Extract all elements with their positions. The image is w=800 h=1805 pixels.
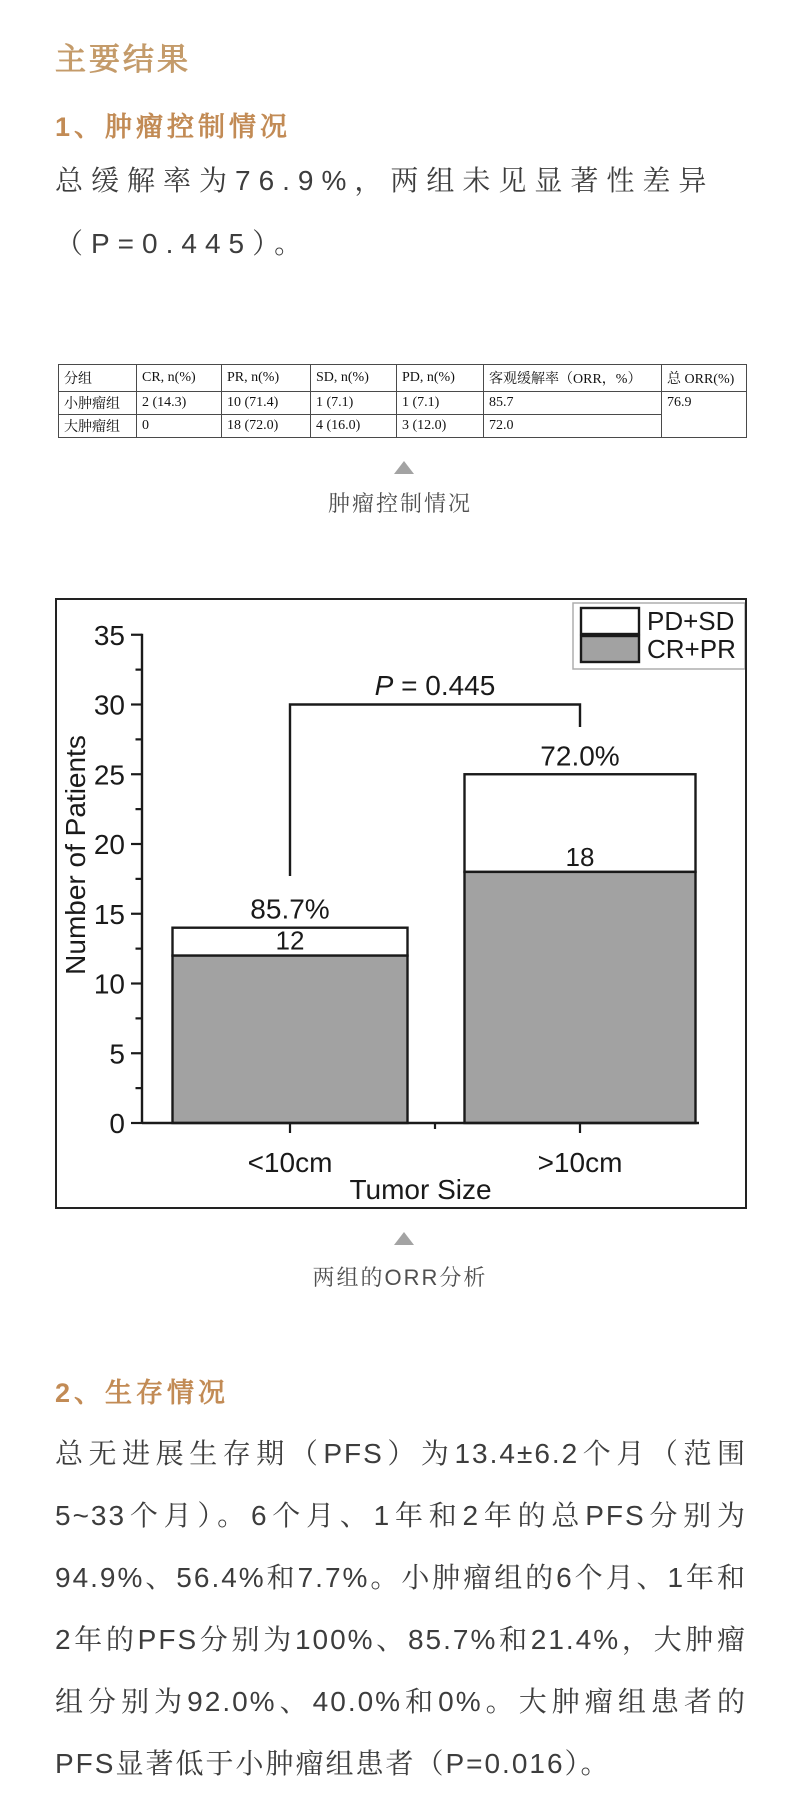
table-cell: 72.0: [484, 415, 662, 438]
svg-text:5: 5: [109, 1038, 125, 1070]
table-row: [59, 392, 747, 415]
orr-bar-chart: [57, 600, 745, 1207]
section2-paragraph: 总无进展生存期（PFS）为13.4±6.2个月（范围5~33个月）。6个月、1年和2年的总PFS分别为94.9%、56.4%和7.7%。小肿瘤组的6个月、1年和2年的PFS分别为100%、85.7%和21.4%，大肿瘤组分别为92.0%、40.0%和0%。大肿瘤组患者的PFS显著低于小肿瘤组患者（P=0.016）。: [55, 1438, 747, 1779]
table-header-cell: 分组: [59, 365, 137, 392]
table-row: [59, 415, 747, 438]
table-cell: 18 (72.0): [222, 415, 311, 438]
svg-text:85.7%: 85.7%: [250, 893, 330, 925]
table-header-cell: 客观缓解率（ORR，%）: [484, 365, 662, 392]
table-header-cell: PD, n(%): [397, 365, 484, 392]
table-cell: 1 (7.1): [311, 392, 397, 415]
orr-chart-figure: [55, 598, 747, 1209]
svg-text:30: 30: [93, 689, 125, 721]
table-cell: 4 (16.0): [311, 415, 397, 438]
section1-heading: 1、肿瘤控制情况: [55, 112, 292, 142]
orr-results-table: [58, 364, 747, 438]
page-title: 主要结果: [55, 42, 191, 78]
table-header-row: [59, 365, 747, 392]
chart-caption: 两组的ORR分析: [312, 1265, 488, 1290]
table-cell: 85.7: [484, 392, 662, 415]
table-cell: 10 (71.4): [222, 392, 311, 415]
svg-text:12: 12: [275, 925, 305, 956]
section1-paragraph: 总缓解率为76.9%，两组未见显著性差异（P=0.445）。: [55, 165, 715, 259]
svg-text:25: 25: [93, 759, 125, 791]
table-header-cell: SD, n(%): [311, 365, 397, 392]
table-header-cell: 总 ORR(%): [662, 365, 747, 392]
svg-text:35: 35: [93, 619, 125, 651]
svg-text:18: 18: [565, 841, 595, 872]
caption-triangle-icon: [394, 1232, 414, 1245]
table-cell: 76.9: [662, 392, 747, 438]
svg-text:Number of Patients: Number of Patients: [60, 735, 91, 975]
svg-text:<10cm: <10cm: [247, 1147, 333, 1178]
svg-text:20: 20: [93, 829, 125, 860]
svg-text:72.0%: 72.0%: [540, 740, 620, 772]
svg-text:CR+PR: CR+PR: [647, 634, 736, 664]
caption-triangle-icon: [394, 461, 414, 474]
svg-text:15: 15: [93, 898, 125, 930]
svg-text:Tumor Size: Tumor Size: [349, 1174, 492, 1205]
table-caption: 肿瘤控制情况: [327, 491, 472, 516]
table-cell: 小肿瘤组: [59, 392, 137, 415]
table-cell: 大肿瘤组: [59, 415, 137, 438]
svg-text:P = 0.445: P = 0.445: [374, 670, 496, 701]
section2-heading: 2、生存情况: [55, 1378, 230, 1408]
orr-table-head: [59, 365, 747, 392]
orr-table-body: [59, 392, 747, 438]
table-cell: 0: [137, 415, 222, 438]
svg-text:10: 10: [93, 968, 125, 1000]
table-cell: 2 (14.3): [137, 392, 222, 415]
svg-text:PD+SD: PD+SD: [647, 606, 735, 636]
table-cell: 1 (7.1): [397, 392, 484, 415]
table-header-cell: CR, n(%): [137, 365, 222, 392]
table-cell: 3 (12.0): [397, 415, 484, 438]
table-header-cell: PR, n(%): [222, 365, 311, 392]
svg-text:0: 0: [109, 1108, 125, 1139]
svg-text:>10cm: >10cm: [537, 1147, 623, 1178]
